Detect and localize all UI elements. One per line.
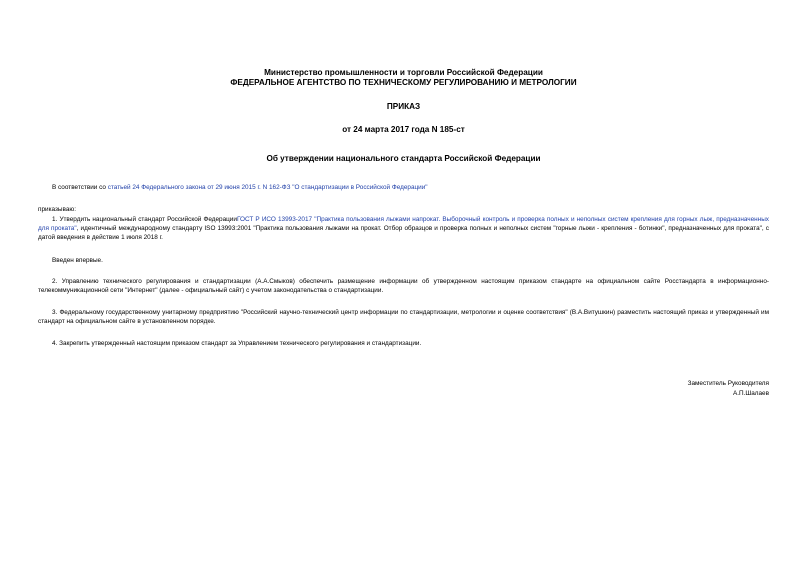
signatory-position: Заместитель Руководителя (687, 380, 769, 387)
item-2-paragraph: 2. Управлению технического регулирования и стандартизации (А.А.Смыков) обеспечить размещение информации об утвержденном настоящим приказом стандарте на официальном сайте Росстандарта в информационно-телекоммуникационной сети "Интернет" (далее - официальный сайт) с учетом законодательства о стандартизации. (38, 278, 769, 295)
document-type: ПРИКАЗ (386, 102, 421, 111)
ministry-title: Министерство промышленности и торговли Российской Федерации (264, 68, 543, 77)
intro-paragraph (38, 183, 769, 192)
document-subject: Об утверждении национального стандарта Российской Федерации (266, 154, 541, 163)
item-1-prefix: 1. Утвердить национальный стандарт Российской Федерации (52, 216, 237, 223)
item-1-paragraph (38, 215, 769, 243)
law-link[interactable]: статьей 24 Федерального закона от 29 июня 2015 г. N 162-ФЗ "О стандартизации в Российской Федерации" (107, 184, 428, 191)
item-3-paragraph: 3. Федеральному государственному унитарному предприятию "Российский научно-технический центр информации по стандартизации, метрологии и оценке соответствия" (В.А.Витушкин) разместить настоящий приказ и утвержденный им стандарт на официальном сайте в установленном порядке. (38, 309, 769, 326)
item-4-paragraph: 4. Закрепить утвержденный настоящим приказом стандарт за Управлением технического регулирования и стандартизации. (52, 340, 422, 347)
signatory-name: А.П.Шалаев (732, 390, 769, 397)
intro-prefix: В соответствии со (52, 184, 108, 191)
item-1-suffix: , идентичный международному стандарту ISO 13993:2001 "Практика пользования лыжами на прокат. Отбор образцов и проверка полных и неполных систем "горные лыжи - крепления - ботинки", предназначенных для проката", с датой введения в действие 1 июля 2018 г. (38, 225, 769, 242)
order-word: приказываю: (38, 206, 76, 213)
standard-link[interactable]: ГОСТ Р ИСО 13993-2017 "Практика пользования лыжами напрокат. Выборочный контроль и проверка полных и неполных систем крепления для горных лыж, предназначенных для проката" (38, 216, 769, 233)
introduced-note: Введен впервые. (52, 257, 103, 264)
agency-title: ФЕДЕРАЛЬНОЕ АГЕНТСТВО ПО ТЕХНИЧЕСКОМУ РЕГУЛИРОВАНИЮ И МЕТРОЛОГИИ (230, 78, 577, 87)
document-date-number: от 24 марта 2017 года N 185-ст (342, 125, 465, 134)
